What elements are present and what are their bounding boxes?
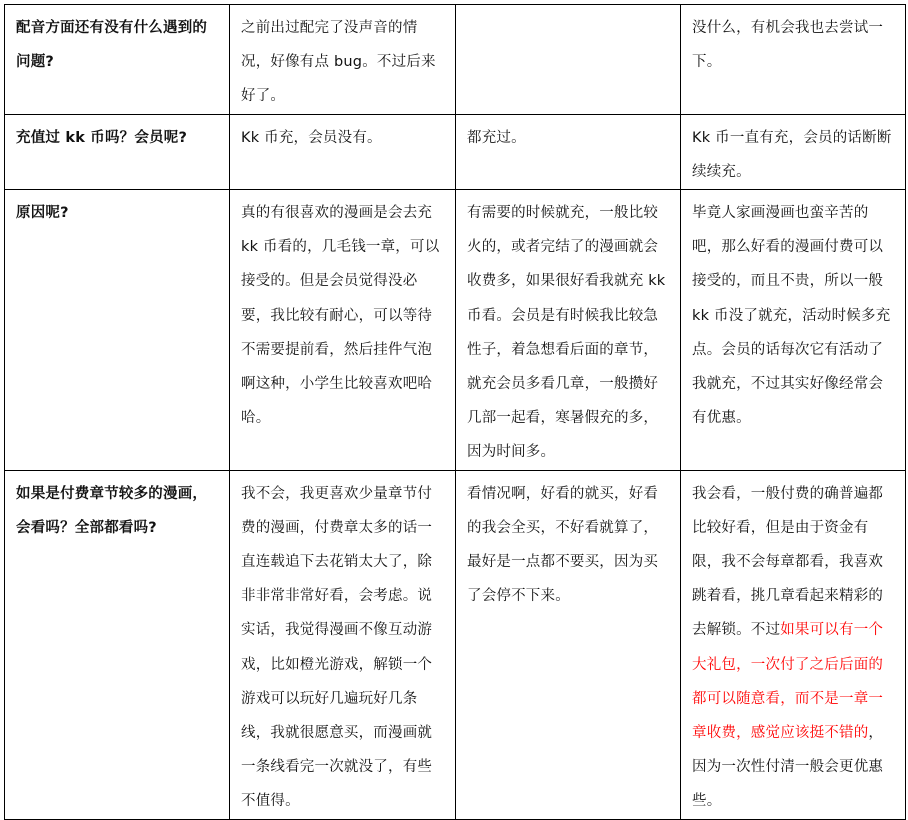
question-cell: 如果是付费章节较多的漫画，会看吗？全部都看吗? (5, 470, 230, 819)
question-cell: 充值过 kk 币吗？会员呢? (5, 114, 230, 189)
table-row-paid-chapters (5, 470, 906, 819)
interview-table (4, 4, 906, 820)
answer-text: ，因为一次性付清一般会更优惠些。 (692, 725, 884, 810)
answer-cell-respondent-3: 毕竟人家画漫画也蛮辛苦的吧，那么好看的漫画付费可以接受的，而且不贵，所以一般 kk 币没了就充，活动时候多充点。会员的话每次它有活动了我就充，不过其实好像经常会有优惠。 (681, 190, 906, 471)
answer-cell-respondent-1: Kk 币充，会员没有。 (230, 114, 456, 189)
table-row-dubbing-issues (5, 5, 906, 115)
answer-cell-respondent-1: 我不会，我更喜欢少量章节付费的漫画，付费章太多的话一直连载追下去花销太大了，除非非常非常好看，会考虑。说实话，我觉得漫画不像互动游戏，比如橙光游戏，解锁一个游戏可以玩好几遍玩好几条线，我就很愿意买，而漫画就一条线看完一次就没了，有些不值得。 (230, 470, 456, 819)
answer-cell-respondent-3: Kk 币一直有充，会员的话断断续续充。 (681, 114, 906, 189)
highlighted-answer-text: 如果可以有一个大礼包，一次付了之后后面的都可以随意看，而不是一章一章收费，感觉应该挺不错的 (692, 622, 884, 742)
answer-cell-respondent-3 (681, 470, 906, 819)
answer-cell-respondent-1: 之前出过配完了没声音的情况，好像有点 bug。不过后来好了。 (230, 5, 456, 115)
answer-cell-respondent-2: 看情况啊，好看的就买，好看的我会全买，不好看就算了，最好是一点都不要买，因为买了会停不下来。 (456, 470, 681, 819)
answer-cell-respondent-1: 真的有很喜欢的漫画是会去充 kk 币看的，几毛钱一章，可以接受的。但是会员觉得没必要，我比较有耐心，可以等待不需要提前看，然后挂件气泡啊这种，小学生比较喜欢吧哈哈。 (230, 190, 456, 471)
table-row-recharge (5, 114, 906, 189)
answer-cell-respondent-3: 没什么，有机会我也去尝试一下。 (681, 5, 906, 115)
answer-cell-respondent-2 (456, 5, 681, 115)
interview-table-container (4, 4, 906, 820)
question-cell: 配音方面还有没有什么遇到的问题? (5, 5, 230, 115)
answer-cell-respondent-2: 有需要的时候就充，一般比较火的，或者完结了的漫画就会收费多，如果很好看我就充 kk 币看。会员是有时候我比较急性子，着急想看后面的章节，就充会员多看几章，一般攒好几部一起看，寒暑假充的多，因为时间多。 (456, 190, 681, 471)
answer-cell-respondent-2: 都充过。 (456, 114, 681, 189)
table-row-reasons (5, 190, 906, 471)
question-cell: 原因呢? (5, 190, 230, 471)
answer-text: 我会看，一般付费的确普遍都比较好看，但是由于资金有限，我不会每章都看，我喜欢跳着看，挑几章看起来精彩的去解锁。不过 (692, 485, 884, 639)
